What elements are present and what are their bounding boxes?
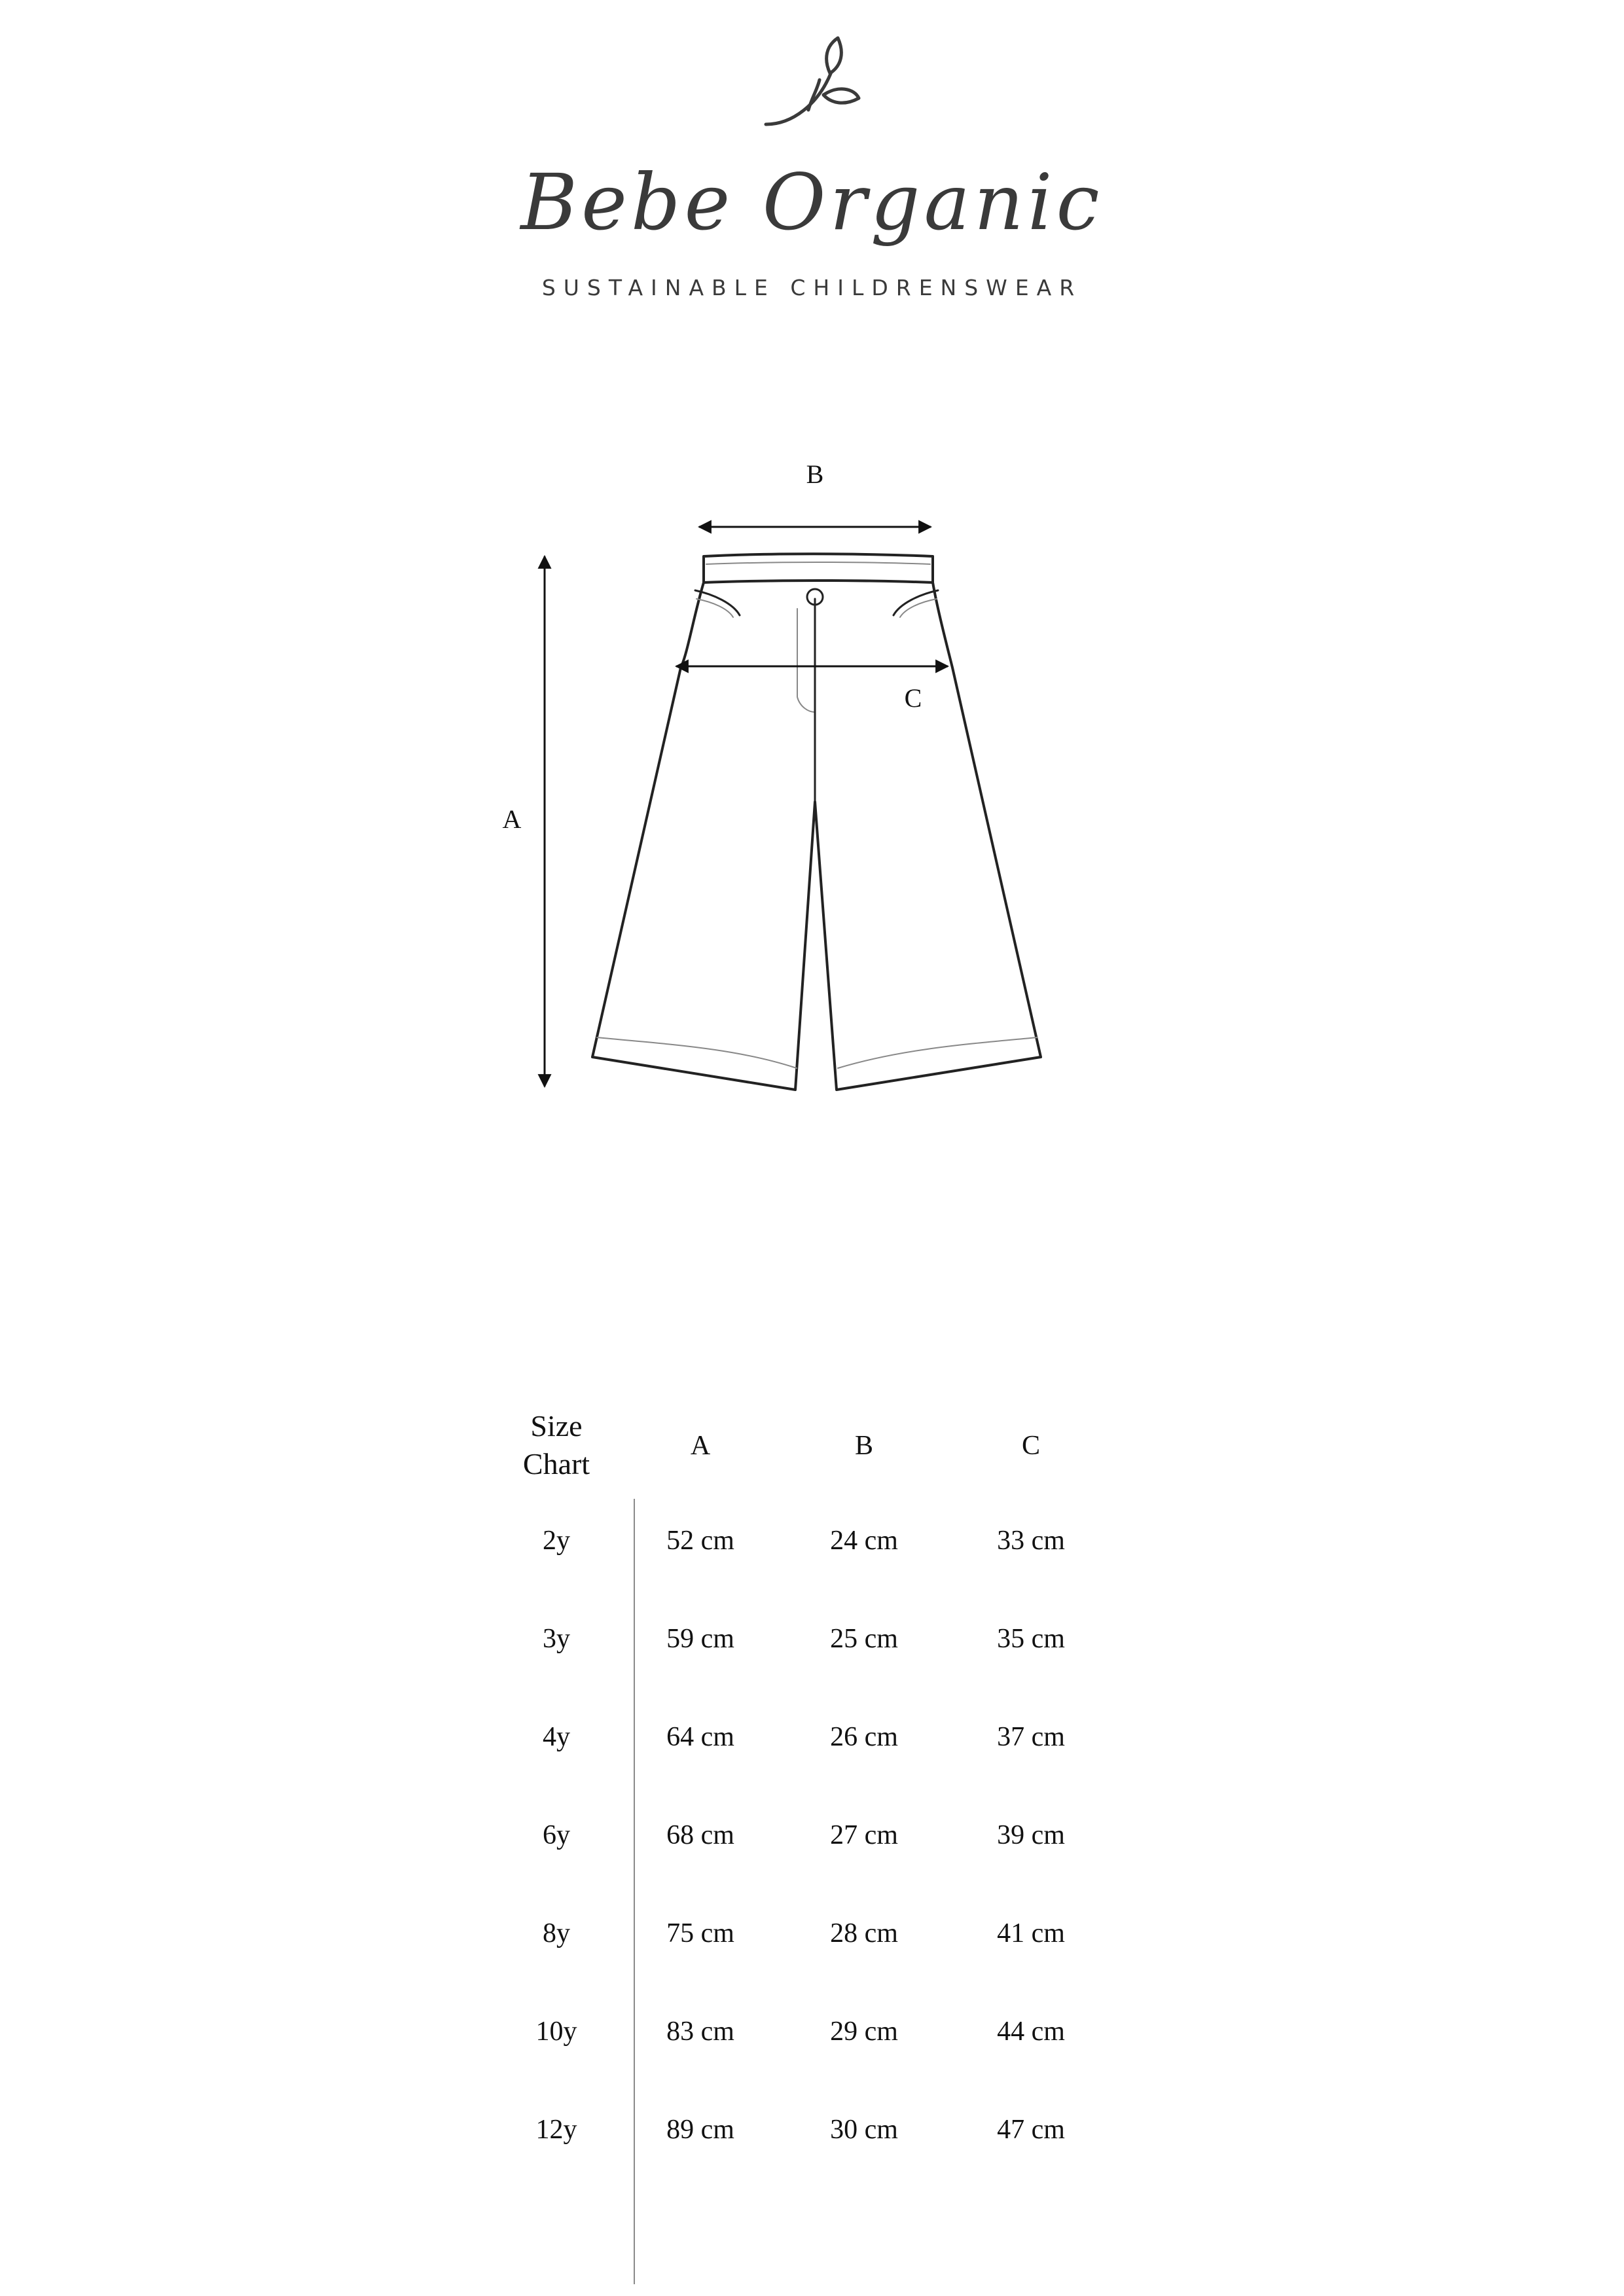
measure-a-cell: 75 cm: [666, 1918, 734, 1948]
measure-b-cell: 28 cm: [830, 1918, 898, 1948]
measure-b-cell: 27 cm: [830, 1820, 898, 1850]
measure-b-cell: 25 cm: [830, 1624, 898, 1654]
size-chart-title-line2: Chart: [522, 1447, 590, 1480]
measure-b-cell: 26 cm: [830, 1722, 898, 1752]
garment-measurement-diagram: [0, 419, 1624, 1139]
measure-b-cell: 24 cm: [830, 1526, 898, 1556]
brand-header: [0, 0, 1624, 340]
size-chart-title: [511, 1407, 602, 1483]
measure-c-cell: 47 cm: [997, 2115, 1065, 2145]
measure-c-cell: 35 cm: [997, 1624, 1065, 1654]
measure-c-cell: 39 cm: [997, 1820, 1065, 1850]
wide-leg-trousers-icon: [592, 554, 1041, 1090]
measure-a-cell: 68 cm: [666, 1820, 734, 1850]
measure-c-cell: 37 cm: [997, 1722, 1065, 1752]
table-divider: [634, 1499, 635, 2284]
measure-c-cell: 33 cm: [997, 1526, 1065, 1556]
size-cell: 6y: [543, 1820, 570, 1850]
brand-tagline: SUSTAINABLE CHILDRENSWEAR: [541, 275, 1083, 300]
measure-b-cell: 30 cm: [830, 2115, 898, 2145]
column-header-b: B: [854, 1431, 873, 1461]
size-cell: 3y: [543, 1624, 570, 1654]
measure-c-cell: 44 cm: [997, 2017, 1065, 2047]
leaf-sprig-icon: [746, 33, 877, 137]
size-cell: 8y: [543, 1918, 570, 1948]
measure-a-cell: 64 cm: [666, 1722, 734, 1752]
measure-c-label: C: [904, 683, 922, 713]
size-cell: 10y: [535, 2017, 577, 2047]
brand-name: Bebe Organic: [520, 157, 1104, 247]
size-cell: 2y: [543, 1526, 570, 1556]
size-chart-title-line1: Size: [530, 1409, 583, 1443]
column-header-a: A: [690, 1431, 711, 1461]
measure-c-cell: 41 cm: [997, 1918, 1065, 1948]
measure-a-cell: 59 cm: [666, 1624, 734, 1654]
measure-a-cell: 83 cm: [666, 2017, 734, 2047]
measure-b-label: B: [806, 459, 824, 489]
measure-a-label: A: [502, 804, 522, 834]
size-cell: 12y: [535, 2115, 577, 2145]
size-chart-table: [497, 1394, 1152, 2212]
column-header-c: C: [1021, 1431, 1040, 1461]
measure-b-cell: 29 cm: [830, 2017, 898, 2047]
measure-a-cell: 89 cm: [666, 2115, 734, 2145]
measure-a-cell: 52 cm: [666, 1526, 734, 1556]
size-cell: 4y: [543, 1722, 570, 1752]
